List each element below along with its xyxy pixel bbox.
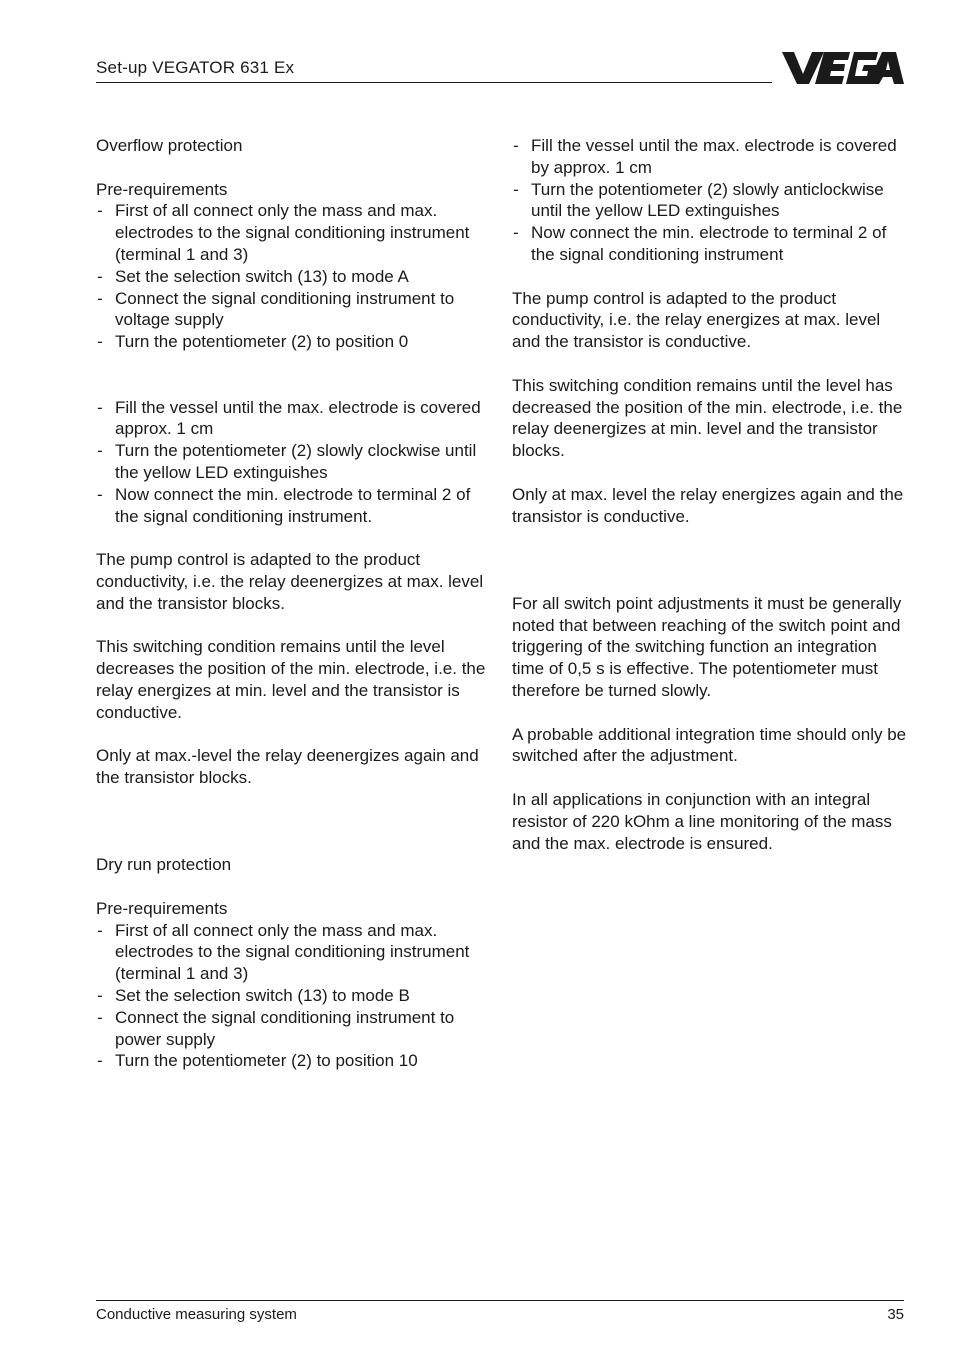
list-item: - Connect the signal conditioning instrument to power supply [96,1007,491,1051]
list-item: - Now connect the min. electrode to terminal 2 of the signal conditioning instrument. [96,484,491,528]
list-item: - Turn the potentiometer (2) to position 0 [96,331,491,353]
list-item: - First of all connect only the mass and max. electrodes to the signal conditioning instrument (terminal 1 and 3) [96,920,491,985]
page-number: 35 [887,1306,904,1323]
overflow-paragraph-1: The pump control is adapted to the product conductivity, i.e. the relay deenergizes at max. level and the transistor blocks. [96,550,484,613]
note-paragraph-3: In all applications in conjunction with an integral resistor of 220 kOhm a line monitoring of the mass and the max. electrode is ensured. [512,789,892,853]
footer-divider [96,1300,904,1301]
note-paragraph-2: A probable additional integration time should only be switched after the adjustment. [512,724,907,766]
dryrun-steps-list [512,135,907,266]
list-item: - Turn the potentiometer (2) slowly anticlockwise until the yellow LED extinguishes [512,179,907,223]
list-item: - Fill the vessel until the max. electrode is covered approx. 1 cm [96,397,491,441]
dryrun-paragraph-2: This switching condition remains until the level has decreased the position of the min. electrode, i.e. the relay deenergizes at min. level and the transistor blocks. [512,375,903,461]
list-item: - Turn the potentiometer (2) slowly clockwise until the yellow LED extinguishes [96,440,491,484]
dryrun-prereq-list [96,920,491,1073]
overflow-prereq-list [96,200,491,353]
list-item: - Connect the signal conditioning instrument to voltage supply [96,288,491,332]
overflow-prereq-heading: Pre-requirements [96,179,228,199]
right-column [512,135,907,854]
list-item: - Set the selection switch (13) to mode A [96,266,491,288]
list-item: - Turn the potentiometer (2) to position 10 [96,1050,491,1072]
vega-logo [782,50,904,86]
overflow-paragraph-3: Only at max.-level the relay deenergizes again and the transistor blocks. [96,746,479,788]
overflow-heading: Overflow protection [96,136,243,155]
dryrun-prereq-heading: Pre-requirements [96,898,228,918]
footer-section-title: Conductive measuring system [96,1306,297,1323]
list-item: - Now connect the min. electrode to terminal 2 of the signal conditioning instrument [512,222,907,266]
list-item: - First of all connect only the mass and max. electrodes to the signal conditioning instrument (terminal 1 and 3) [96,200,491,265]
list-item: - Fill the vessel until the max. electrode is covered by approx. 1 cm [512,135,907,179]
overflow-paragraph-2: This switching condition remains until the level decreases the position of the min. electrode, i.e. the relay energizes at min. level and the transistor is conductive. [96,637,486,722]
list-item: - Set the selection switch (13) to mode B [96,985,491,1007]
left-column [96,135,491,1072]
page-header-title: Set-up VEGATOR 631 Ex [96,58,295,77]
note-paragraph-1: For all switch point adjustments it must be generally noted that between reaching of the switch point and triggering of the switching function an integration time of 0,5 s is effective. The potentiometer must therefore be turned slowly. [512,593,902,700]
header-divider [96,82,772,83]
overflow-steps-list [96,397,491,528]
dryrun-paragraph-1: The pump control is adapted to the product conductivity, i.e. the relay energizes at max. level and the transistor is conductive. [512,288,881,352]
dryrun-paragraph-3: Only at max. level the relay energizes again and the transistor is conductive. [512,484,904,526]
dryrun-heading: Dry run protection [96,855,232,875]
